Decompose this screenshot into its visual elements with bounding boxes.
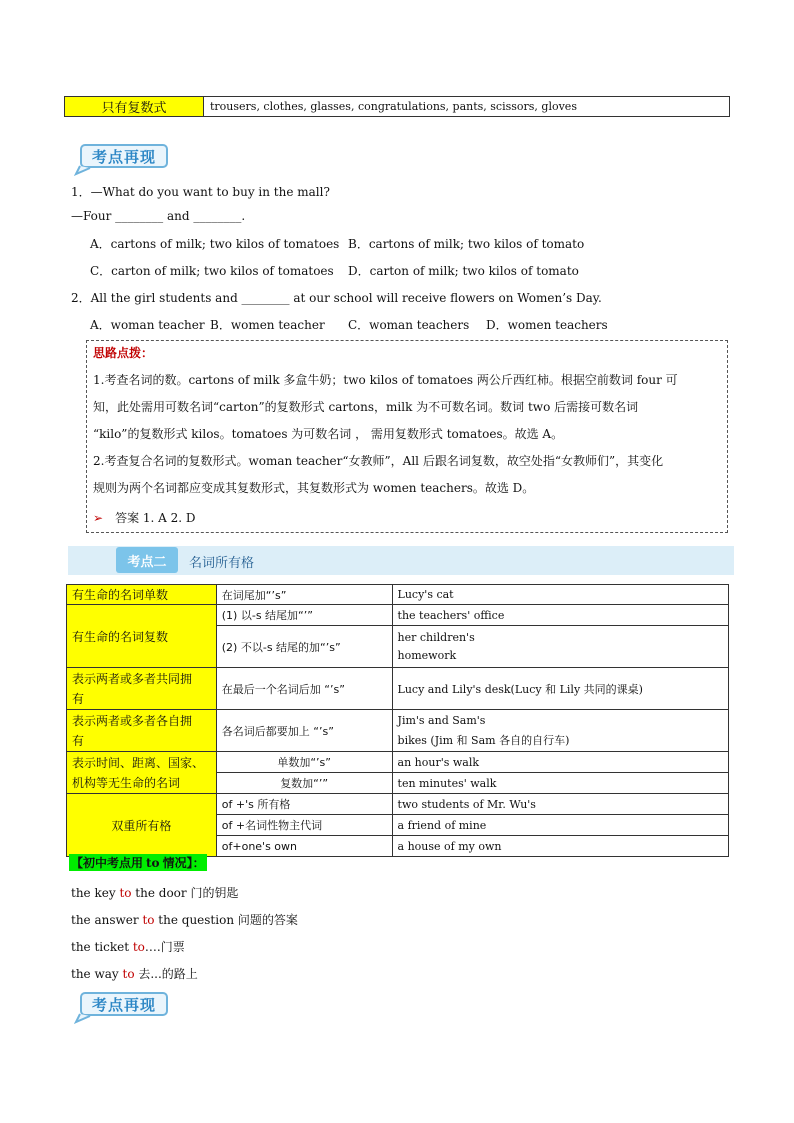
table-cell: (1) 以-s 结尾加“’” <box>216 605 392 626</box>
table-cell: two students of Mr. Wu's <box>392 794 728 815</box>
table-cell: of +名词性物主代词 <box>216 815 392 836</box>
q1-stem2: —Four ________ and ________. <box>71 209 246 223</box>
heading-post: 情况】： <box>162 856 205 870</box>
table-cell: Lucy and Lily's desk(Lucy 和 Lily 共同的课桌) <box>392 668 728 710</box>
cell-line: bikes (Jim 和 Sam 各自的自行车) <box>397 733 570 747</box>
cell-line: 表示两者或多者共同拥 <box>72 672 193 686</box>
table-cell: an hour's walk <box>392 752 728 773</box>
tips-title: 思路点拨： <box>93 346 154 360</box>
table-row <box>67 585 729 605</box>
arrow-icon: ➢ <box>93 511 104 525</box>
q1-option-b: B．cartons of milk; two kilos of tomato <box>348 237 585 251</box>
cell-line: 有 <box>72 734 85 748</box>
table-cell: (2) 不以-s 结尾的加“’s” <box>216 626 392 668</box>
tips-line-1: 1.考查名词的数。cartons of milk 多盒牛奶；two kilos of tomatoes 两公斤西红柿。根据空前数词 four 可 <box>93 373 678 387</box>
table-row <box>67 668 729 710</box>
table-cell <box>67 668 217 710</box>
cell-line: her children's <box>397 631 475 644</box>
tips-line-2: 知，此处需用可数名词“carton”的复数形式 cartons，milk 为不可数名词。数词 two 后需接可数名词 <box>93 400 639 414</box>
cell-line: 表示两者或多者各自拥 <box>72 714 193 728</box>
table-cell: 有生命的名词单数 <box>67 585 217 605</box>
table-row <box>67 794 729 815</box>
table-cell: a friend of mine <box>392 815 728 836</box>
section-title: 名词所有格 <box>189 556 255 571</box>
table-row <box>67 752 729 773</box>
plural-only-words: trousers, clothes, glasses, congratulations, pants, scissors, gloves <box>210 100 577 113</box>
cell-line: 有 <box>72 692 85 706</box>
review-badge-1: 考点再现 <box>74 142 172 176</box>
table-cell: 各名词后都要加上 “’s” <box>216 710 392 752</box>
heading-to: to <box>146 855 160 870</box>
table-cell: 在最后一个名词后加 “’s” <box>216 668 392 710</box>
table-cell: 有生命的名词复数 <box>67 605 217 668</box>
to-usage-heading <box>69 854 207 871</box>
answer-line <box>93 509 196 526</box>
q2-option-d: D．women teachers <box>486 318 608 332</box>
tips-line-3: “kilo”的复数形式 kilos。tomatoes 为可数名词 ， 需用复数形式 tomatoes。故选 A。 <box>93 427 564 441</box>
q1-stem: 1．—What do you want to buy in the mall? <box>71 185 330 199</box>
table-cell <box>67 752 217 794</box>
cell-line: 表示时间、距离、国家、 <box>72 756 205 770</box>
heading-pre: 【初中考点用 <box>71 856 144 870</box>
cell-line: homework <box>397 649 457 662</box>
table-cell: 复数加“’” <box>216 773 392 794</box>
plural-only-row <box>64 96 730 117</box>
table-row <box>67 710 729 752</box>
table-cell: ten minutes' walk <box>392 773 728 794</box>
q2-option-a: A．woman teacher <box>90 318 205 332</box>
cell-line: 机构等无生命的名词 <box>72 776 181 790</box>
table-row <box>67 605 729 626</box>
to-usage-line: the way to 去...的路上 <box>71 967 198 981</box>
to-usage-line: the ticket to….门票 <box>71 940 185 954</box>
plural-only-label: 只有复数式 <box>65 97 204 116</box>
table-cell <box>392 626 728 668</box>
table-cell: Lucy's cat <box>392 585 728 605</box>
table-cell: 双重所有格 <box>67 794 217 857</box>
q2-stem: 2．All the girl students and ________ at our school will receive flowers on Women’s Day. <box>71 291 602 305</box>
section-tag: 考点二 <box>116 547 178 573</box>
table-cell <box>67 710 217 752</box>
q2-option-b: B．women teacher <box>210 318 325 332</box>
q1-option-a: A．cartons of milk; two kilos of tomatoes <box>90 237 340 251</box>
to-usage-line: the answer to the question 问题的答案 <box>71 913 298 927</box>
tips-line-5: 规则为两个名词都应变成其复数形式，其复数形式为 women teachers。故选 D。 <box>93 481 535 495</box>
review-badge-2: 考点再现 <box>74 990 172 1024</box>
table-cell: of +'s 所有格 <box>216 794 392 815</box>
table-cell <box>392 710 728 752</box>
table-cell: of+one's own <box>216 836 392 857</box>
to-usage-line: the key to the door 门的钥匙 <box>71 886 239 900</box>
tips-line-4: 2.考查复合名词的复数形式。woman teacher“女教师”，All 后跟名词复数，故空处指“女教师们”，其变化 <box>93 454 664 468</box>
cell-line: Jim's and Sam's <box>397 713 486 727</box>
table-cell: a house of my own <box>392 836 728 857</box>
q2-option-c: C．woman teachers <box>348 318 470 332</box>
q1-option-c: C．carton of milk; two kilos of tomatoes <box>90 264 334 278</box>
solution-tips-box <box>86 340 728 533</box>
table-cell: 单数加“’s” <box>216 752 392 773</box>
table-cell: the teachers' office <box>392 605 728 626</box>
possessive-table <box>66 584 729 857</box>
answer-text: 答案 1. A 2. D <box>115 511 196 525</box>
table-cell: 在词尾加“’s” <box>216 585 392 605</box>
q1-option-d: D．carton of milk; two kilos of tomato <box>348 264 579 278</box>
